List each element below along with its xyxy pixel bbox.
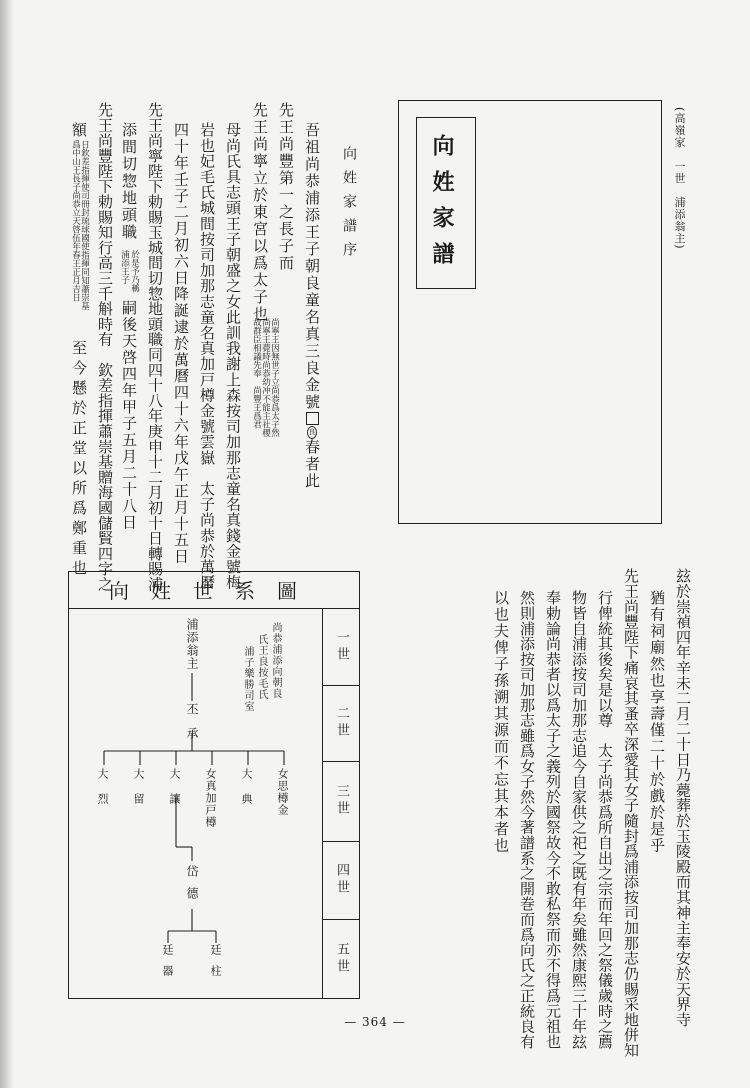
tree-gen3-name: 女思樽金 bbox=[276, 768, 289, 816]
right-text-line-7: 然則浦添按司加那志雖爲女子然今著譜系之開巻而爲向氏之正統良有 bbox=[518, 590, 536, 1049]
preface-note-d: 於是予乃稱 bbox=[129, 250, 140, 293]
running-head: (高嶺家 一世 浦添翁主) bbox=[673, 107, 686, 250]
tree-gen2-name: 丕承 bbox=[185, 703, 199, 751]
right-text-line-4: 行俾統其後矣是以尊 太子尚恭爲所自出之宗而年回之祭儀歲時之薦 bbox=[596, 590, 614, 1049]
right-text-line-3: 先王尚豐陛下痛哀其蚤卒深愛其女子隨封爲浦添按司加那志仍賜采地併知 bbox=[622, 568, 640, 1058]
preface-line-1 bbox=[304, 122, 319, 490]
annotation-circle: 良 bbox=[308, 428, 316, 437]
right-text-line-6: 奉勅論尚恭者以爲太子之義列於國祭故今不敢私祭而亦不得爲元祖也 bbox=[544, 590, 562, 1049]
book-title: 向姓家譜 bbox=[429, 134, 455, 278]
tree-gen5-name: 廷柱 bbox=[209, 944, 222, 986]
tree-gen1-note-2: 氏王良按毛氏 bbox=[256, 634, 267, 700]
right-text-line-5: 物皆自浦添按司加那志追今自家供之祀之既有年矣雖然康熙三十年玆 bbox=[570, 590, 588, 1049]
tree-gen3-name: 女真加戸樽 bbox=[204, 768, 217, 828]
preface-line-4: 母尚氏具志頭王子朝盛之女此訓我謝上森按司加那志童名真錢金號梅 bbox=[224, 122, 242, 590]
tree-gen3-name: 大典 bbox=[240, 768, 253, 818]
right-text-line-2: 猶有祠廟然也享壽僅二十於戲於是乎 bbox=[648, 590, 666, 854]
right-text-line-8: 以也夫俾子孫溯其源而不忘其本者也 bbox=[492, 590, 510, 854]
tree-gen4-name: 岱德 bbox=[185, 865, 199, 909]
preface-line-5: 岩也妃毛氏城間按司加那志童名真加戸樽金號雲嶽 太子尚恭於萬曆 bbox=[198, 122, 216, 590]
preface-note-f: 日欽差指揮使司冊封琉球國使指揮同知蕭崇基 bbox=[79, 140, 90, 310]
generation-4: 四世 bbox=[334, 863, 349, 897]
generation-1: 一世 bbox=[334, 630, 349, 664]
tree-gen1-note-1: 尚恭浦添向朝良 bbox=[270, 622, 281, 699]
preface-note-g: 爲中山王長子尚恭立天啓伍年春王正月吉日 bbox=[70, 140, 81, 302]
preface-line-3-text: 先王尚寧立於東宮以爲太子也 bbox=[251, 102, 269, 323]
generation-3: 三世 bbox=[334, 784, 349, 818]
preface-line-7: 先王尚寧陛下勅賜玉城間切惣地頭職同四十八年庚申十二月初十日轉賜浦 bbox=[146, 102, 164, 592]
preface-line-6: 四十年壬子二月初六日降誕逮於萬曆四十六年戊午正月十五日 bbox=[172, 122, 190, 565]
preface-line-3 bbox=[252, 102, 267, 323]
preface-note-c: 故群臣相議先奉 尚豐王爲君 bbox=[251, 318, 262, 429]
generation-2: 二世 bbox=[334, 706, 349, 740]
tree-gen1-note-3: 浦子樂勝司室 bbox=[242, 646, 253, 712]
tree-gen3-name: 大留 bbox=[132, 768, 145, 818]
missing-character-box bbox=[306, 412, 319, 425]
preface-title: 向姓家譜序 bbox=[341, 146, 357, 266]
preface-note-a: 尚寧王因無世子立尚恭爲太子然 bbox=[269, 318, 280, 437]
preface-line-8b: 嗣後天啓四年甲子五月二十八日 bbox=[120, 300, 138, 531]
generation-5: 五世 bbox=[334, 942, 349, 976]
tree-gen1-name: 浦添翁主 bbox=[185, 618, 199, 670]
preface-note-e: 浦添王子 bbox=[119, 250, 130, 284]
tree-gen5-name: 廷器 bbox=[161, 944, 174, 986]
preface-note-b: 尚寧王薨時尚恭幼冲不能主社稷 bbox=[260, 318, 271, 437]
preface-line-1-end: 春者此 bbox=[303, 439, 321, 490]
preface-line-10a: 額 bbox=[70, 122, 88, 139]
tree-gen3-name: 大烈 bbox=[96, 768, 109, 818]
page-gutter-shadow bbox=[0, 0, 14, 1088]
preface-line-2: 先王尚豐第一之長子而 bbox=[277, 102, 295, 272]
preface-line-9: 先王尚豐陛下勅賜知行高三千斛時有 欽差指揮蕭崇基贈海國儲賢四字之 bbox=[96, 102, 114, 592]
preface-line-8a: 添間切惣地頭職 bbox=[120, 122, 138, 241]
preface-line-10b: 至今懸於正堂以所爲鄭重也 bbox=[70, 340, 88, 580]
preface-line-1-text: 吾祖尚恭浦添王子朝良童名真三良金號 bbox=[303, 122, 321, 411]
tree-gen3-name: 大讓 bbox=[168, 768, 181, 818]
page-number: — 364 — bbox=[344, 1015, 406, 1029]
family-tree-title: 向姓世系圖 bbox=[68, 571, 360, 609]
generation-column bbox=[322, 609, 360, 999]
right-text-line-1: 玆於崇禎四年辛未二月二十日乃薨葬於玉陵殿而其神主奉安於天界寺 bbox=[674, 568, 692, 1027]
